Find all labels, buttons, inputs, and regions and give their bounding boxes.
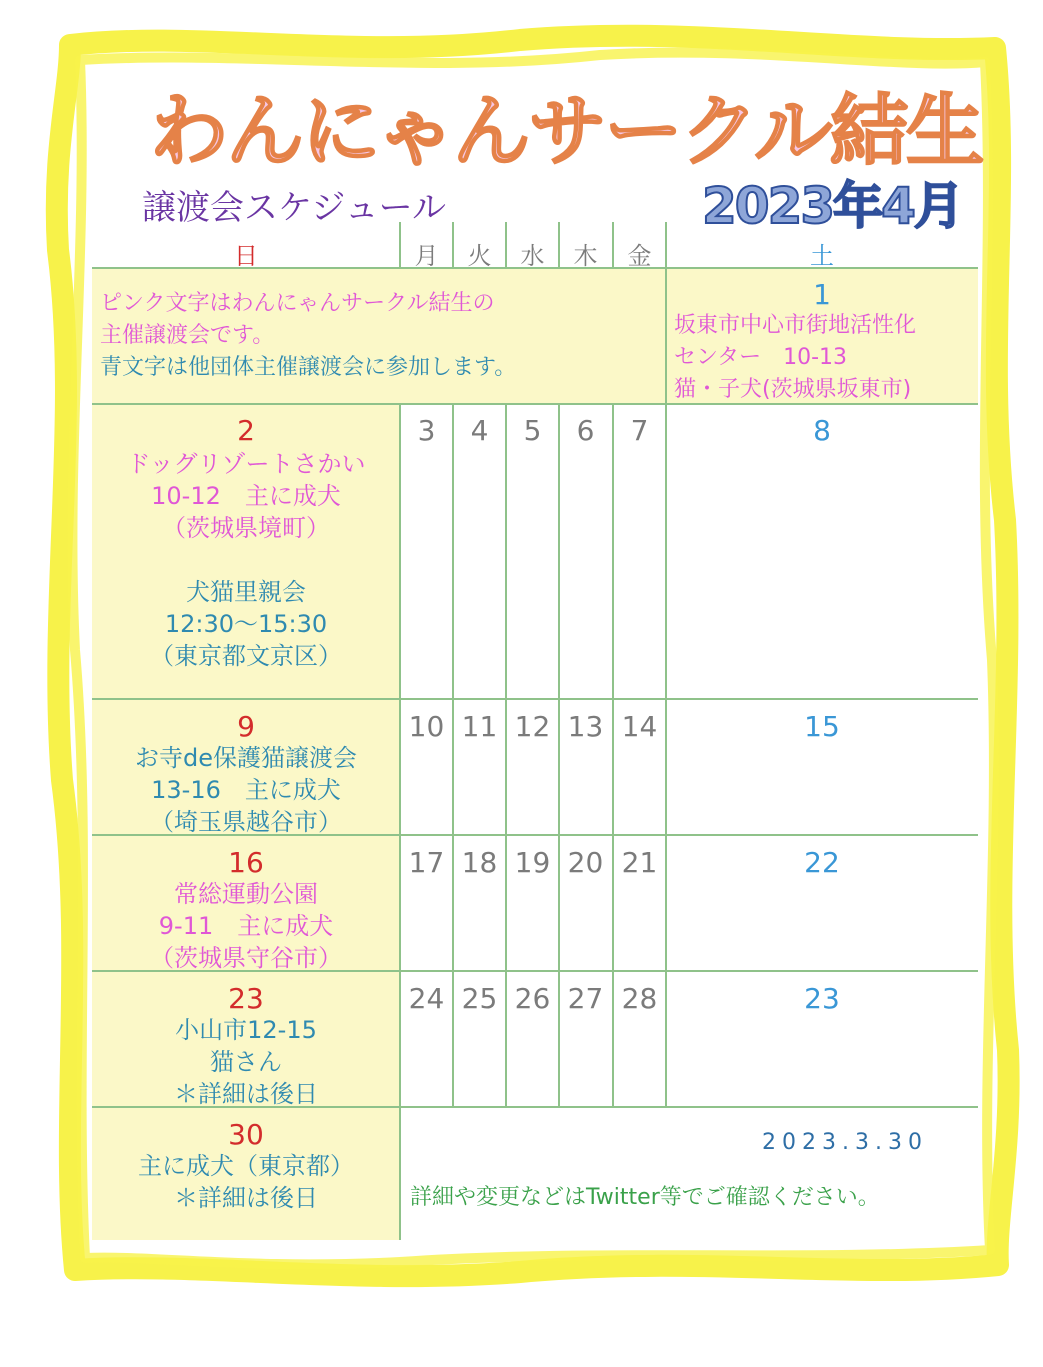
weekday-sat: 土 bbox=[810, 242, 834, 270]
event-line: 主に成犬（東京都） bbox=[138, 1152, 354, 1180]
day-number: 4 bbox=[470, 414, 489, 447]
day-number: 22 bbox=[804, 846, 840, 879]
event-line: 9-11 主に成犬 bbox=[158, 912, 334, 940]
event-line: 坂東市中心市街地活性化 bbox=[674, 313, 917, 338]
footer-note: 詳細や変更などはTwitter等でご確認ください。 bbox=[410, 1185, 880, 1210]
day-number: 6 bbox=[576, 414, 595, 447]
day-number: 13 bbox=[567, 710, 604, 743]
weekday-mon: 月 bbox=[414, 242, 439, 270]
day-number: 2 bbox=[237, 414, 255, 447]
day-number: 7 bbox=[630, 414, 649, 447]
day-number: 11 bbox=[461, 710, 498, 743]
weekday-thu: 木 bbox=[573, 242, 598, 270]
day-number: 14 bbox=[621, 710, 658, 743]
event-line: 常総運動公園 bbox=[174, 880, 318, 908]
day-number: 27 bbox=[567, 982, 604, 1015]
day-number: 26 bbox=[514, 982, 551, 1015]
event-line: 小山市12-15 bbox=[175, 1016, 317, 1044]
legend-line-2: 主催譲渡会です。 bbox=[100, 323, 275, 348]
day-number: 1 bbox=[813, 278, 831, 311]
weekday-wed: 水 bbox=[520, 242, 545, 270]
month-year-label: 2023年4月 bbox=[702, 177, 962, 235]
day-number: 23 bbox=[804, 982, 840, 1015]
event-line: 猫・子犬(茨城県坂東市) bbox=[674, 377, 912, 402]
event-line: ドッグリゾートさかい bbox=[126, 450, 366, 478]
day-number: 5 bbox=[523, 414, 542, 447]
event-line: （東京都文京区） bbox=[150, 642, 342, 670]
event-line: 10-12 主に成犬 bbox=[151, 482, 341, 510]
day-number: 25 bbox=[461, 982, 498, 1015]
event-line: （埼玉県越谷市） bbox=[150, 808, 342, 836]
page-subtitle: 譲渡会スケジュール bbox=[142, 188, 446, 228]
event-line: 13-16 主に成犬 bbox=[151, 776, 341, 804]
event-line: （茨城県守谷市） bbox=[150, 944, 342, 972]
day-number: 18 bbox=[461, 846, 498, 879]
event-line: センター 10-13 bbox=[674, 345, 848, 370]
day-number: 24 bbox=[408, 982, 445, 1015]
event-line: ＊詳細は後日 bbox=[174, 1184, 318, 1212]
page-title: わんにゃんサークル結生 bbox=[150, 87, 983, 177]
day-number: 17 bbox=[408, 846, 445, 879]
day-number: 12 bbox=[514, 710, 551, 743]
day-number: 15 bbox=[804, 710, 840, 743]
weekday-tue: 火 bbox=[467, 242, 492, 270]
weekday-fri: 金 bbox=[627, 242, 652, 270]
event-line: お寺de保護猫譲渡会 bbox=[135, 744, 357, 772]
weekday-sun: 日 bbox=[234, 242, 258, 270]
day-number: 19 bbox=[514, 846, 551, 879]
event-line: （茨城県境町） bbox=[162, 514, 330, 542]
day-number: 28 bbox=[621, 982, 658, 1015]
day-number: 3 bbox=[417, 414, 436, 447]
legend-line-1: ピンク文字はわんにゃんサークル結生の bbox=[100, 291, 495, 316]
day-number: 10 bbox=[408, 710, 445, 743]
calendar-grid bbox=[92, 222, 978, 1240]
day-number: 8 bbox=[813, 414, 831, 447]
day-number: 9 bbox=[237, 710, 255, 743]
day-number: 20 bbox=[567, 846, 604, 879]
day-number: 16 bbox=[228, 846, 264, 879]
event-line: 12:30～15:30 bbox=[164, 610, 328, 638]
day-number: 21 bbox=[621, 846, 658, 879]
event-line: 猫さん bbox=[210, 1048, 282, 1076]
legend-line-3: 青文字は他団体主催譲渡会に参加します。 bbox=[100, 355, 517, 380]
event-line: 犬猫里親会 bbox=[186, 578, 306, 606]
day-number: 30 bbox=[228, 1118, 264, 1151]
day-number: 23 bbox=[228, 982, 264, 1015]
footer-date: 2023.3.30 bbox=[762, 1130, 928, 1155]
event-line: ＊詳細は後日 bbox=[174, 1080, 318, 1108]
